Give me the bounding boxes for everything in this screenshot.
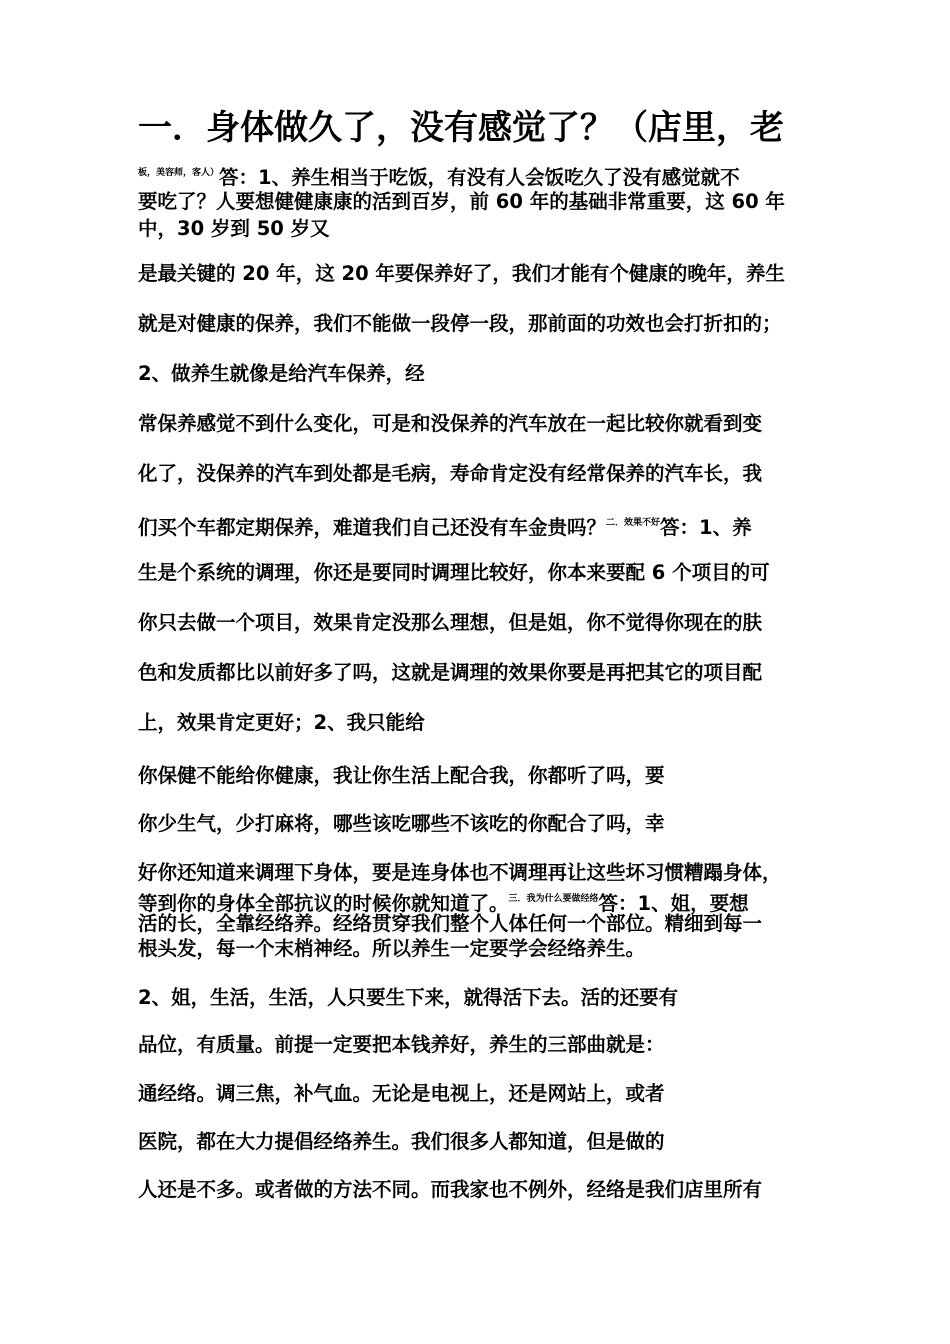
- text-line-16: 好你还知道来调理下身体，要是连身体也不调理再让这些坏习惯糟蹋身体，: [138, 861, 782, 884]
- text-line-3: 中，30 岁到 50 岁又: [138, 217, 330, 240]
- text-line-9: [138, 510, 838, 541]
- section-heading-3: 三．我为什么要做经络: [508, 894, 599, 904]
- text-line-22: 通经络。调三焦，补气血。无论是电视上，还是网站上，或者: [138, 1082, 665, 1105]
- text-line-23: 医院，都在大力提倡经络养生。我们很多人都知道，但是做的: [138, 1130, 665, 1153]
- line-text: 答：1、养生相当于吃饭，有没有人会饭吃久了没有感觉就不: [219, 166, 740, 189]
- inline-note: 板，美容师，客人）: [138, 168, 220, 178]
- text-line-1: [138, 160, 838, 191]
- text-line-20: 2、姐，生活，生活，人只要生下来，就得活下去。活的还要有: [138, 986, 679, 1009]
- text-line-24: 人还是不多。或者做的方法不同。而我家也不例外，经络是我们店里所有: [138, 1178, 763, 1201]
- section-heading-2: 二．效果不好: [606, 518, 661, 528]
- line-text: 等到你的身体全部抗议的时候你就知道了。: [138, 892, 509, 915]
- text-line-11: 你只去做一个项目，效果肯定没那么理想，但是姐，你不觉得你现在的肤: [138, 611, 763, 634]
- text-line-7: 常保养感觉不到什么变化，可是和没保养的汽车放在一起比较你就看到变: [138, 412, 763, 435]
- text-line-8: 化了，没保养的汽车到处都是毛病，寿命肯定没有经常保养的汽车长，我: [138, 462, 763, 485]
- page-title: 一．身体做久了，没有感觉了？（店里，老: [138, 108, 784, 148]
- line-text-tail: 答：1、姐，要想: [598, 892, 749, 915]
- text-line-10: 生是个系统的调理，你还是要同时调理比较好，你本来要配 6 个项目的可: [138, 561, 770, 584]
- line-text-tail: 答：1、养: [660, 516, 752, 539]
- text-line-21: 品位，有质量。前提一定要把本钱养好，养生的三部曲就是：: [138, 1033, 665, 1056]
- text-line-6: 2、做养生就像是给汽车保养，经: [138, 362, 425, 385]
- text-line-2: 要吃了？人要想健健康康的活到百岁，前 60 年的基础非常重要，这 60 年: [138, 190, 785, 213]
- text-line-19: 根头发，每一个末梢神经。所以养生一定要学会经络养生。: [138, 937, 646, 960]
- text-line-4: 是最关键的 20 年，这 20 年要保养好了，我们才能有个健康的晚年，养生: [138, 262, 785, 285]
- line-text: 们买个车都定期保养，难道我们自己还没有车金贵吗？: [138, 516, 607, 539]
- text-line-14: 你保健不能给你健康，我让你生活上配合我，你都听了吗，要: [138, 764, 665, 787]
- text-line-15: 你少生气，少打麻将，哪些该吃哪些不该吃的你配合了吗，幸: [138, 812, 665, 835]
- text-line-5: 就是对健康的保养，我们不能做一段停一段，那前面的功效也会打折扣的；: [138, 312, 782, 335]
- text-line-12: 色和发质都比以前好多了吗，这就是调理的效果你要是再把其它的项目配: [138, 661, 763, 684]
- text-line-18: 活的长，全靠经络养。经络贯穿我们整个人体任何一个部位。精细到每一: [138, 912, 763, 935]
- text-line-13: 上，效果肯定更好；2、我只能给: [138, 711, 425, 734]
